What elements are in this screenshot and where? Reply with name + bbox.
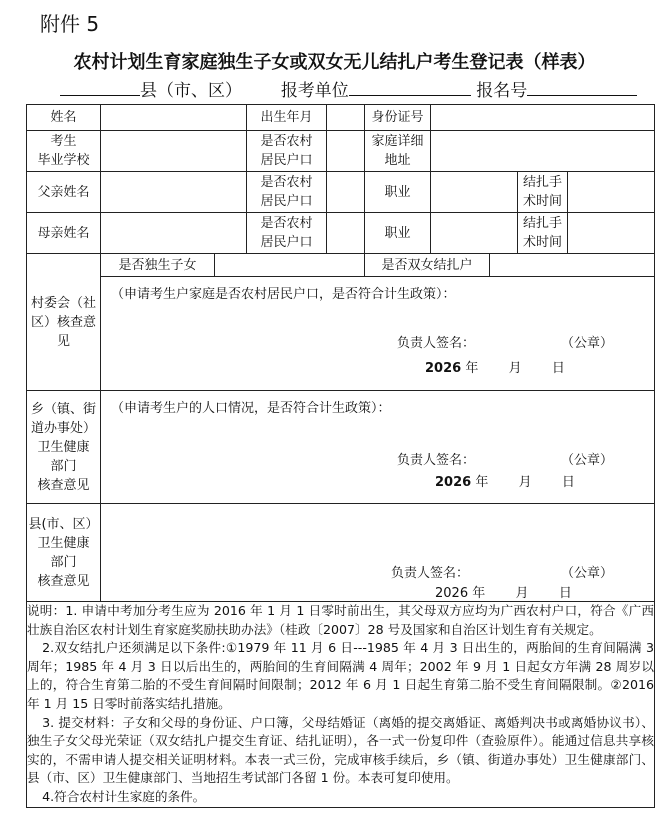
town-label: [27, 391, 101, 504]
number-blank[interactable]: [527, 79, 637, 96]
mother-rural-cell[interactable]: [327, 213, 365, 254]
village-label: [27, 254, 101, 391]
town-label-l5: 核查意见: [37, 477, 90, 493]
addr-label: [365, 131, 431, 172]
mother-op-l2: 术时间: [522, 235, 562, 250]
mother-rural-label: [247, 213, 327, 254]
attachment-label: 附件 5: [40, 12, 100, 36]
father-cell[interactable]: [101, 172, 247, 213]
village-date-d: 日: [551, 361, 565, 376]
note-1: 说明：1. 申请中考加分考生应为 2016 年 1 月 1 日零时前出生，其父母双方应均为广西农村户口，符合《广西壮族自治区农村计划生育家庭奖励扶助办法》（桂政〔2007〕28 号及国家和自治区计划生育有关规定。: [27, 603, 654, 637]
town-label-l2: 道办事处）: [30, 420, 96, 436]
county-blank[interactable]: [60, 79, 140, 96]
mother-op-l1: 结扎手: [522, 216, 562, 231]
town-date: [435, 471, 575, 490]
town-signer: 负责人签名：: [397, 453, 476, 468]
rural-label: [247, 131, 327, 172]
county-signer: 负责人签名：: [391, 566, 470, 581]
two-daughters-label: 是否双女结扎户: [365, 254, 490, 277]
row-mother: [27, 213, 655, 254]
town-opinion-cell[interactable]: [101, 391, 655, 504]
name-label: 姓名: [27, 105, 101, 131]
row-village-opinion: [27, 277, 655, 391]
row-village-check: [27, 254, 655, 277]
addr-cell[interactable]: [431, 131, 655, 172]
father-op-l1: 结扎手: [522, 175, 562, 190]
county-label-l1: 县(市、区）: [28, 516, 99, 532]
row-notes: [27, 602, 655, 808]
father-job-cell[interactable]: [431, 172, 518, 213]
village-date: [425, 357, 565, 376]
mother-rural-l2: 居民户口: [260, 235, 313, 250]
mother-job-cell[interactable]: [431, 213, 518, 254]
town-date-year: 2026: [435, 475, 472, 490]
school-label-l2: 毕业学校: [37, 153, 90, 168]
notes-cell: [27, 602, 655, 808]
county-label-cell: [27, 504, 101, 602]
form-title: 农村计划生育家庭独生子女或双女无儿结扎户考生登记表（样表）: [73, 52, 596, 73]
id-cell[interactable]: [431, 105, 655, 131]
county-label-l4: 核查意见: [37, 573, 90, 589]
row-county: [27, 504, 655, 602]
mother-op-cell[interactable]: [568, 213, 655, 254]
county-date: [435, 582, 572, 601]
note-2: 2.双女结扎户还须满足以下条件:①1979 年 11 月 6 日---1985 年 4 月 3 日出生的，两胎间的生育间隔满 3 周年；1985 年 4 月 3 日以后出生的，两胎间的生育间隔满 4 周年；2002 年 9 月 1 日起女方年满 28 周岁以上的，符合生育第二胎的不受生育间隔时间限制；2012 年 6 月 1 日起生育第二胎不受生育间隔限制。②2016 年 1 月 15 日零时前落实结扎措施。: [27, 640, 654, 711]
town-date-d: 日: [561, 475, 575, 490]
birth-cell[interactable]: [327, 105, 365, 131]
village-date-y: 年: [465, 361, 479, 376]
rural-label-l2: 居民户口: [260, 153, 313, 168]
village-label-l1: 村委会（社: [30, 295, 96, 311]
father-op-cell[interactable]: [568, 172, 655, 213]
county-label-l3: 部门: [50, 554, 77, 570]
row-father: [27, 172, 655, 213]
mother-job-label: 职业: [365, 213, 431, 254]
unit-blank[interactable]: [349, 79, 471, 96]
number-label: 报名号: [476, 81, 528, 101]
county-label: 县（市、区）: [140, 81, 242, 101]
village-label-l2: 区）核查意: [30, 314, 96, 330]
mother-rural-l1: 是否农村: [260, 216, 313, 231]
village-label-l3: 见: [56, 333, 70, 349]
father-rural-l1: 是否农村: [260, 175, 313, 190]
id-label: 身份证号: [365, 105, 431, 131]
village-date-m: 月: [508, 361, 522, 376]
two-daughters-cell[interactable]: [490, 254, 655, 277]
school-label-l1: 考生: [50, 134, 77, 149]
school-cell[interactable]: [101, 131, 247, 172]
only-child-label: 是否独生子女: [101, 254, 215, 277]
father-op-label: [518, 172, 568, 213]
village-seal: （公章）: [561, 336, 614, 351]
father-rural-l2: 居民户口: [260, 194, 313, 209]
town-label-l1: 乡（镇、街: [30, 401, 96, 417]
county-opinion-cell[interactable]: [101, 504, 655, 602]
town-date-m: 月: [518, 475, 532, 490]
addr-label-l1: 家庭详细: [371, 134, 424, 149]
note-4: 4.符合农村计生家庭的条件。: [42, 788, 206, 804]
father-rural-cell[interactable]: [327, 172, 365, 213]
addr-label-l2: 地址: [384, 153, 411, 168]
town-date-y: 年: [475, 475, 489, 490]
row-school: [27, 131, 655, 172]
village-date-year: 2026: [425, 361, 462, 376]
only-child-cell[interactable]: [215, 254, 365, 277]
mother-label: 母亲姓名: [27, 213, 101, 254]
note-3: 3. 提交材料：子女和父母的身份证、户口簿，父母结婚证（离婚的提交离婚证、离婚判决书或离婚协议书）、独生子女父母光荣证（双女结扎户提交生育证、结扎证明），各一式一份复印件（查验原件）。能通过信息共享核实的，不需申请人提交相关证明材料。本表一式三份，完成审核手续后，乡（镇、街道办事处）卫生健康部门、县（市、区）卫生健康部门、当地招生考试部门各留 1 份。本表可复印使用。: [27, 714, 654, 786]
village-note: （申请考生户家庭是否农村居民户口，是否符合计生政策）：: [111, 287, 456, 302]
county-date-m: 月: [515, 586, 529, 601]
county-date-year: 2026: [435, 586, 469, 601]
row-town: [27, 391, 655, 504]
registration-table: [26, 104, 655, 808]
town-seal: （公章）: [561, 453, 614, 468]
header-fields: [60, 76, 637, 101]
town-note: （申请考生户的人口情况，是否符合计生政策）：: [111, 401, 391, 416]
village-signer: 负责人签名：: [397, 336, 476, 351]
mother-cell[interactable]: [101, 213, 247, 254]
town-label-l3: 卫生健康: [37, 439, 90, 455]
town-label-l4: 部门: [50, 458, 77, 474]
county-seal: （公章）: [561, 566, 614, 581]
father-job-label: 职业: [365, 172, 431, 213]
unit-label: 报考单位: [280, 81, 349, 101]
county-date-d: 日: [558, 586, 572, 601]
mother-op-label: [518, 213, 568, 254]
school-label: [27, 131, 101, 172]
rural-label-l1: 是否农村: [260, 134, 313, 149]
row-name: [27, 105, 655, 131]
county-date-y: 年: [472, 586, 486, 601]
county-label-l2: 卫生健康: [37, 535, 90, 551]
birth-label: 出生年月: [247, 105, 327, 131]
father-label: 父亲姓名: [27, 172, 101, 213]
village-opinion-cell[interactable]: [101, 277, 655, 391]
father-rural-label: [247, 172, 327, 213]
rural-cell[interactable]: [327, 131, 365, 172]
name-cell[interactable]: [101, 105, 247, 131]
father-op-l2: 术时间: [522, 194, 562, 209]
